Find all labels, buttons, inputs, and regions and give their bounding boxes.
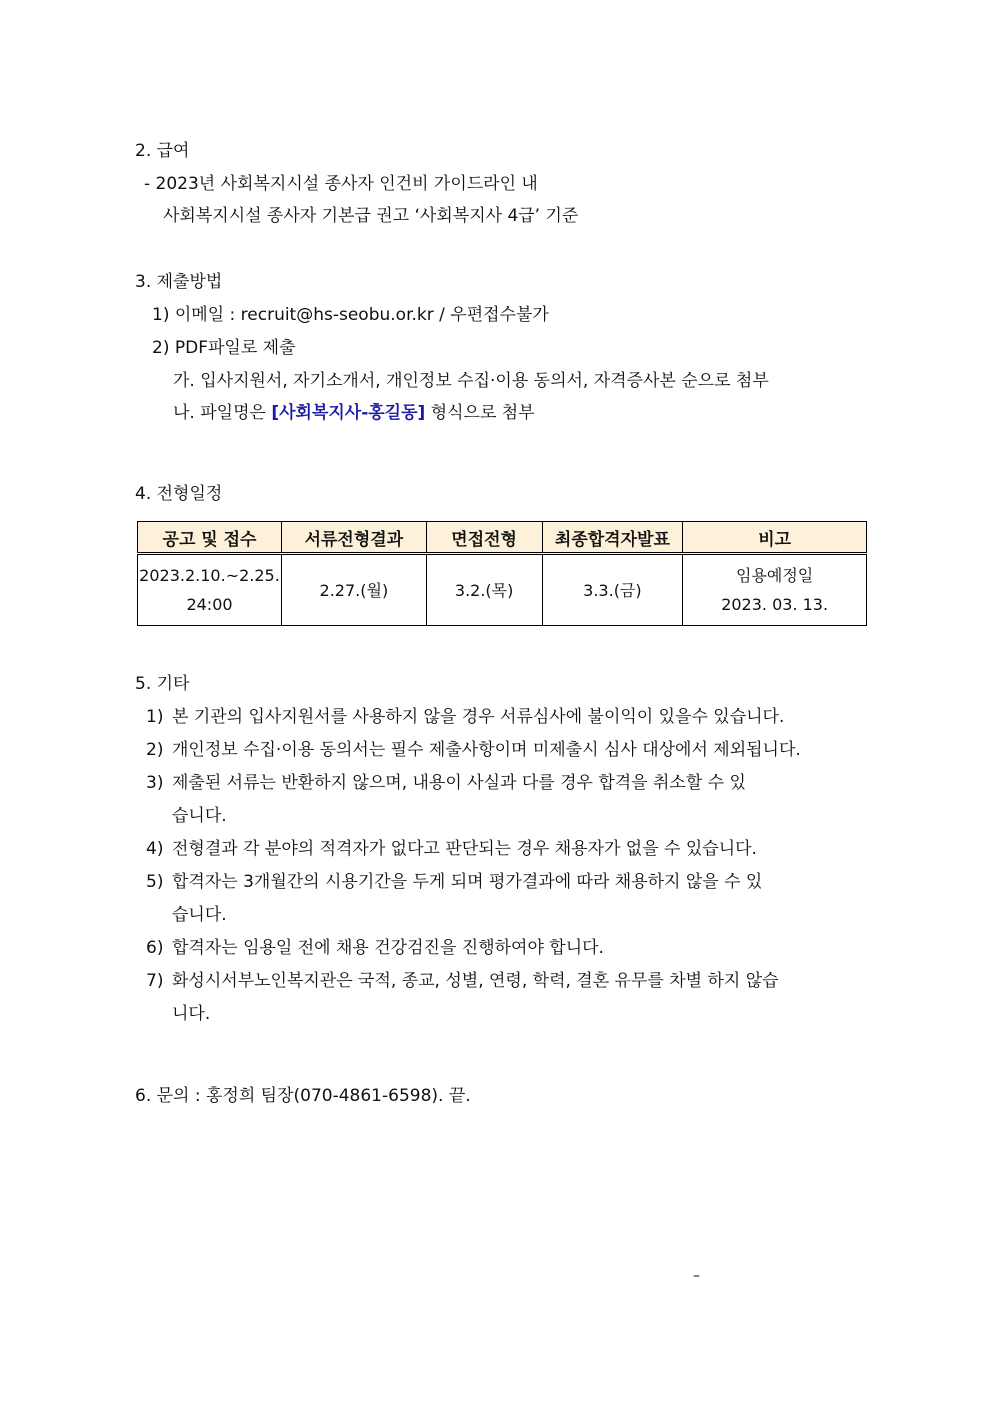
etc-item-number: 1) bbox=[146, 707, 164, 727]
schedule-header-row bbox=[138, 522, 867, 554]
salary-line-1: - 2023년 사회복지시설 종사자 인건비 가이드라인 내 bbox=[144, 174, 538, 194]
submission-pdf-line: 2) PDF파일로 제출 bbox=[152, 338, 296, 358]
schedule-header-cell: 비고 bbox=[683, 522, 867, 554]
etc-item-text: 화성시서부노인복지관은 국적, 종교, 성별, 연령, 학력, 결혼 유무를 차별 하지 않습 bbox=[172, 971, 779, 991]
etc-item-number: 4) bbox=[146, 839, 164, 859]
schedule-header-cell: 면접전형 bbox=[426, 522, 542, 554]
etc-item-text: 개인정보 수집·이용 동의서는 필수 제출사항이며 미제출시 심사 대상에서 제외됩니다. bbox=[172, 740, 801, 760]
submission-email-line: 1) 이메일 : recruit@hs-seobu.or.kr / 우편접수불가 bbox=[152, 305, 549, 325]
application-deadline-time: 24:00 bbox=[186, 595, 233, 614]
submission-sub-b-suffix: 형식으로 첨부 bbox=[425, 403, 535, 423]
remarks-date: 2023. 03. 13. bbox=[721, 595, 829, 614]
salary-line-2: 사회복지시설 종사자 기본급 권고 ‘사회복지사 4급’ 기준 bbox=[163, 206, 579, 226]
schedule-table bbox=[137, 521, 867, 626]
etc-item-number: 3) bbox=[146, 773, 164, 793]
etc-item-text: 합격자는 3개월간의 시용기간을 두게 되며 평가결과에 따라 채용하지 않을 수 있 bbox=[172, 872, 763, 892]
contact-line: 6. 문의 : 홍정희 팀장(070-4861-6598). 끝. bbox=[135, 1086, 471, 1106]
etc-item-text-continued: 습니다. bbox=[172, 806, 227, 826]
filename-format-highlight: [사회복지사-홍길동] bbox=[271, 403, 426, 423]
schedule-cell-final-announcement: 3.3.(금) bbox=[542, 554, 683, 626]
schedule-cell-interview: 3.2.(목) bbox=[426, 554, 542, 626]
schedule-header-cell: 최종합격자발표 bbox=[542, 522, 683, 554]
etc-item-number: 6) bbox=[146, 938, 164, 958]
etc-heading: 5. 기타 bbox=[135, 674, 190, 694]
application-period: 2023.2.10.~2.25. bbox=[139, 566, 280, 585]
etc-item-number: 5) bbox=[146, 872, 164, 892]
submission-sub-b bbox=[173, 401, 535, 425]
schedule-heading: 4. 전형일정 bbox=[135, 484, 223, 504]
etc-item-text-continued: 습니다. bbox=[172, 905, 227, 925]
submission-heading: 3. 제출방법 bbox=[135, 272, 223, 292]
etc-item-text: 본 기관의 입사지원서를 사용하지 않을 경우 서류심사에 불이익이 있을수 있습니다. bbox=[172, 707, 785, 727]
schedule-data-row bbox=[138, 554, 867, 626]
etc-item-number: 2) bbox=[146, 740, 164, 760]
schedule-header-cell: 공고 및 접수 bbox=[138, 522, 282, 554]
footer-dash: – bbox=[693, 1268, 700, 1284]
schedule-cell-application bbox=[138, 554, 282, 626]
schedule-header-cell: 서류전형결과 bbox=[281, 522, 426, 554]
schedule-cell-document-result: 2.27.(월) bbox=[281, 554, 426, 626]
remarks-label: 임용예정일 bbox=[735, 566, 814, 585]
etc-item-text-continued: 니다. bbox=[172, 1004, 211, 1024]
etc-item-text: 제출된 서류는 반환하지 않으며, 내용이 사실과 다를 경우 합격을 취소할 수 있 bbox=[172, 773, 746, 793]
etc-item-number: 7) bbox=[146, 971, 164, 991]
submission-sub-a: 가. 입사지원서, 자기소개서, 개인정보 수집·이용 동의서, 자격증사본 순으로 첨부 bbox=[173, 371, 769, 391]
salary-heading: 2. 급여 bbox=[135, 141, 190, 161]
submission-sub-b-prefix: 나. 파일명은 bbox=[173, 403, 272, 423]
etc-item-text: 전형결과 각 분야의 적격자가 없다고 판단되는 경우 채용자가 없을 수 있습니다. bbox=[172, 839, 757, 859]
etc-item-text: 합격자는 임용일 전에 채용 건강검진을 진행하여야 합니다. bbox=[172, 938, 604, 958]
schedule-cell-remarks bbox=[683, 554, 867, 626]
